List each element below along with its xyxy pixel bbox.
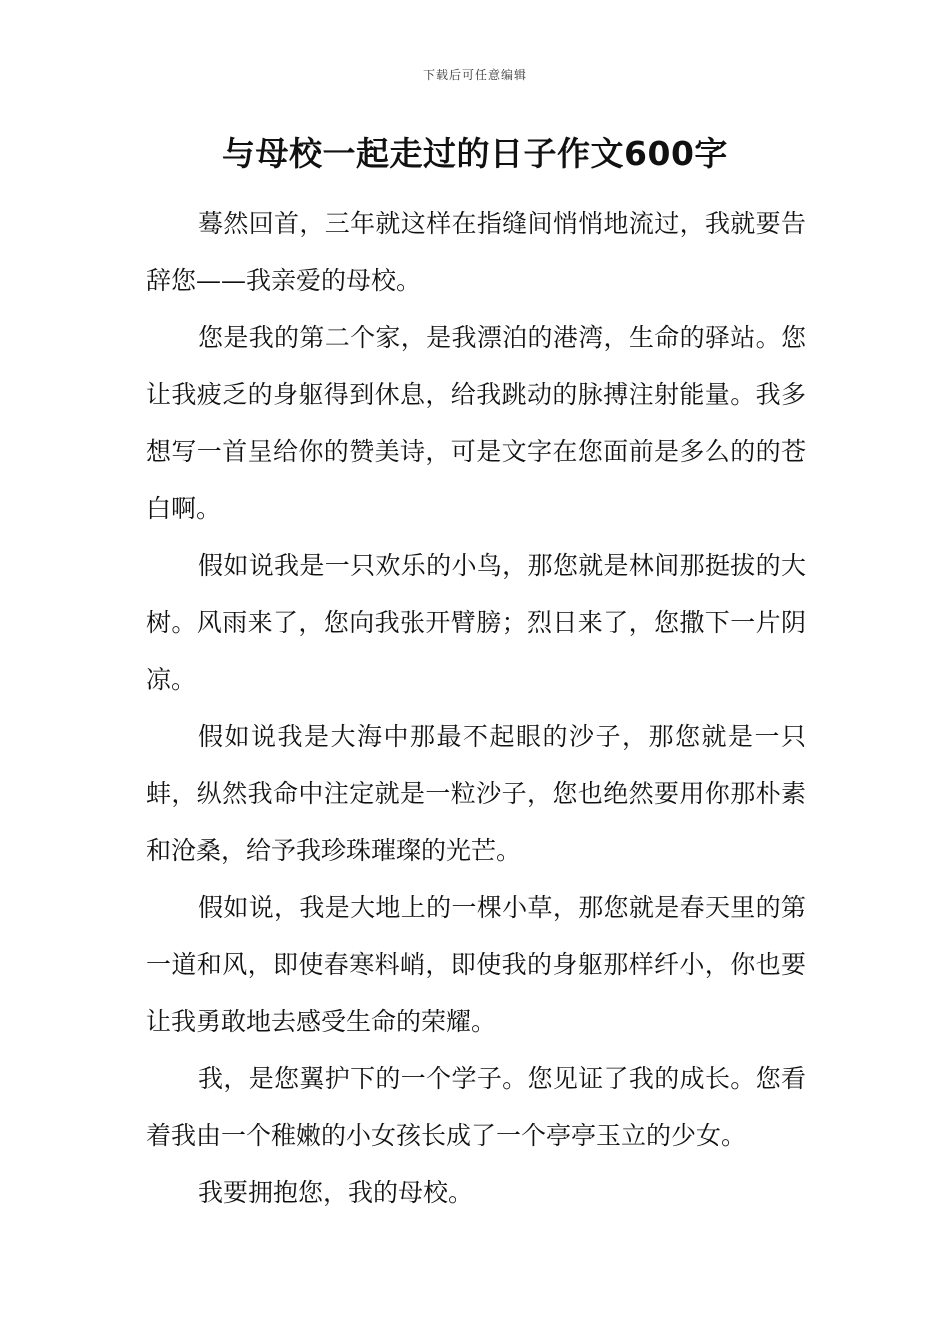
paragraph: 蓦然回首，三年就这样在指缝间悄悄地流过，我就要告辞您——我亲爱的母校。 <box>146 209 806 295</box>
paragraph: 我，是您翼护下的一个学子。您见证了我的成长。您看着我由一个稚嫩的小女孩长成了一个亭亭玉立的少女。 <box>146 1064 806 1150</box>
essay-body <box>146 195 806 1221</box>
paragraph: 假如说，我是大地上的一棵小草，那您就是春天里的第一道和风，即使春寒料峭，即使我的身躯那样纤小，你也要让我勇敢地去感受生命的荣耀。 <box>146 893 806 1036</box>
paragraph: 我要拥抱您，我的母校。 <box>198 1178 474 1207</box>
paragraph: 假如说我是一只欢乐的小鸟，那您就是林间那挺拔的大树。风雨来了，您向我张开臂膀；烈日来了，您撒下一片阴凉。 <box>146 551 806 694</box>
paragraph: 假如说我是大海中那最不起眼的沙子，那您就是一只蚌，纵然我命中注定就是一粒沙子，您也绝然要用你那朴素和沧桑，给予我珍珠璀璨的光芒。 <box>146 722 806 865</box>
page-title: 与母校一起走过的日子作文600字 <box>222 134 728 173</box>
header-note: 下载后可任意编辑 <box>422 68 527 82</box>
paragraph: 您是我的第二个家，是我漂泊的港湾，生命的驿站。您让我疲乏的身躯得到休息，给我跳动的脉搏注射能量。我多想写一首呈给你的赞美诗，可是文字在您面前是多么的的苍白啊。 <box>146 323 806 523</box>
